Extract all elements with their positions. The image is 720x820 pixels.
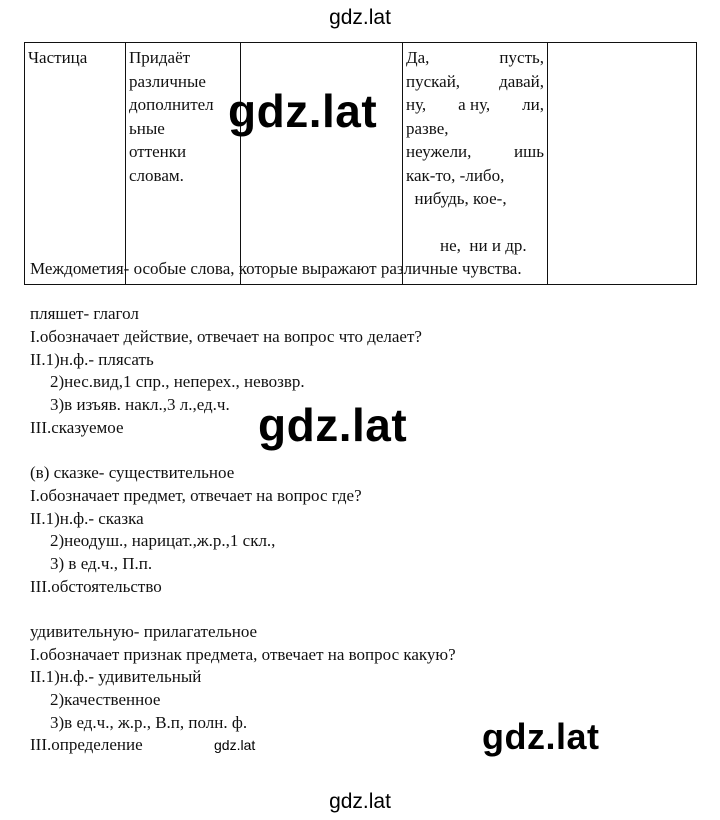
examples-line — [406, 93, 544, 117]
meaning-line: оттенки — [129, 142, 187, 161]
meaning-line: различные — [129, 71, 206, 91]
meaning-line: ьные — [129, 118, 165, 138]
block-line: II.1)н.ф.- плясать — [30, 349, 154, 369]
empty-cell — [241, 43, 403, 285]
block-line: I.обозначает признак предмета, отвечает на вопрос какую? — [30, 644, 456, 664]
example-word: а ну, — [458, 95, 491, 114]
example-word: разве, — [406, 118, 449, 138]
analysis-block-noun — [30, 462, 522, 598]
examples-cell — [403, 43, 548, 285]
examples-line — [406, 187, 544, 211]
block-line: III.обстоятельство — [30, 576, 162, 596]
analysis-text — [30, 258, 522, 757]
analysis-block-adjective — [30, 621, 522, 757]
example-word: Да, — [406, 48, 430, 67]
example-word: давай, — [499, 71, 544, 91]
watermark-small: gdz.lat — [214, 737, 256, 753]
definition-line: Междометия- особые слова, которые выражают различные чувства. — [30, 259, 522, 278]
parts-of-speech-table — [24, 42, 697, 285]
term-text: Частица — [28, 48, 88, 67]
block-line: I.обозначает действие, отвечает на вопрос что делает? — [30, 327, 422, 347]
meaning-line: словам. — [129, 165, 184, 185]
example-word: нибудь, кое-, — [406, 189, 507, 208]
examples-line — [406, 70, 544, 94]
examples-line — [406, 46, 544, 70]
block-line: I.обозначает предмет, отвечает на вопрос где? — [30, 485, 362, 505]
block-line: 2)нес.вид,1 спр., неперех., невозвр. — [50, 372, 305, 392]
block-line: 3) в ед.ч., П.п. — [50, 553, 153, 573]
block-line: 3)в изъяв. накл.,3 л.,ед.ч. — [50, 395, 230, 415]
watermark-top: gdz.lat — [329, 6, 391, 29]
example-word: как-то, -либо, — [406, 165, 505, 185]
example-word: пускай, — [406, 71, 461, 91]
block-line: 3)в ед.ч., ж.р., В.п, полн. ф. — [50, 712, 248, 732]
table-row — [25, 43, 697, 285]
examples-line — [406, 117, 544, 141]
watermark-bottom: gdz.lat — [329, 790, 391, 813]
block-line: II.1)н.ф.- сказка — [30, 508, 144, 528]
empty-cell — [548, 43, 697, 285]
meaning-cell — [126, 43, 241, 285]
example-word: ли, — [522, 95, 544, 114]
block-heading: удивительную- прилагательное — [30, 622, 258, 641]
watermark-large: gdz.lat — [258, 399, 408, 451]
example-word: ну, — [406, 95, 427, 114]
watermark-large: gdz.lat — [482, 716, 600, 757]
example-word: неужели, — [406, 142, 472, 161]
block-line: 2)неодуш., нарицат.,ж.р.,1 скл., — [50, 531, 276, 551]
block-line: III.определение — [30, 735, 143, 755]
examples-line — [406, 140, 544, 164]
block-line: 2)качественное — [50, 690, 161, 710]
block-heading: (в) сказке- существительное — [30, 463, 235, 483]
meaning-line: Придаёт — [129, 48, 191, 67]
watermark-large: gdz.lat — [228, 85, 378, 137]
example-word: ни и др. — [460, 236, 527, 255]
examples-line — [406, 164, 544, 188]
example-word: ишь — [514, 142, 544, 161]
block-line: III.сказуемое — [30, 417, 124, 437]
block-heading: пляшет- глагол — [30, 304, 139, 324]
example-word: не, — [440, 236, 461, 255]
meaning-line: дополнител — [129, 95, 214, 114]
example-word: пусть, — [499, 48, 544, 67]
term-cell — [25, 43, 126, 285]
block-line: II.1)н.ф.- удивительный — [30, 667, 202, 687]
